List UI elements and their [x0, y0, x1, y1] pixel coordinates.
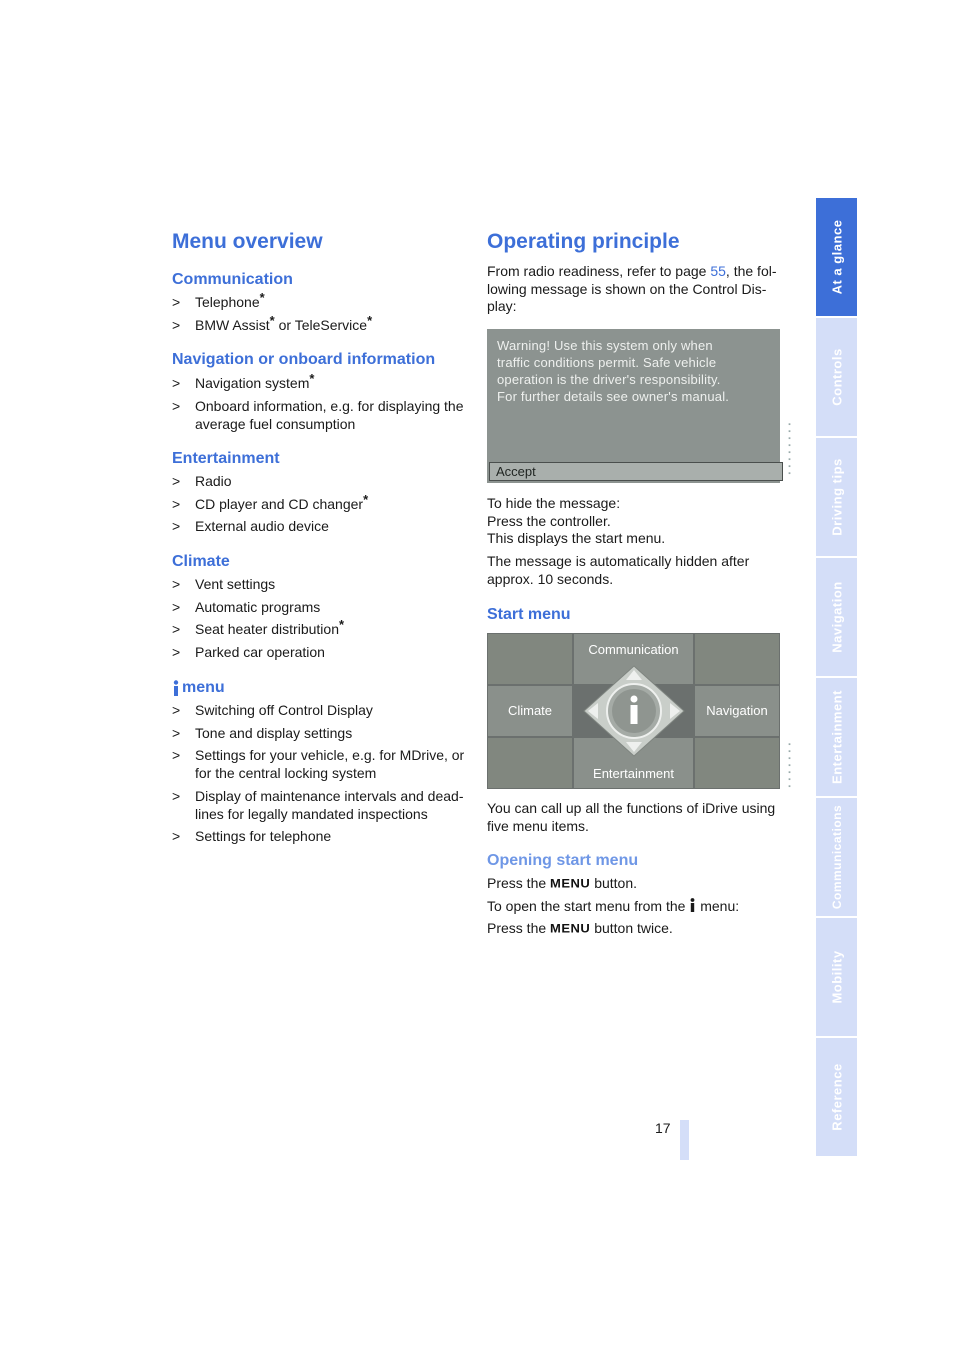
list-item: > Vent settings: [172, 576, 276, 592]
warning-screen-image: [487, 329, 780, 483]
tab-navigation[interactable]: Navigation: [816, 558, 857, 676]
start-menu-image: [487, 633, 780, 789]
page-link[interactable]: 55: [710, 263, 726, 279]
list-item: > BMW Assist* or TeleService*: [172, 312, 373, 333]
controller-i-icon: [582, 664, 686, 758]
grid-cell: [695, 634, 779, 684]
info-icon: [172, 680, 180, 697]
section-heading-entertainment: Entertainment: [172, 450, 280, 467]
list-item: > Automatic programs: [172, 598, 321, 615]
list-item: > Navigation system*: [172, 371, 315, 391]
list-item: > Display of maintenance intervals and dead-lines for legally mandated inspections: [172, 787, 464, 822]
page-number: 17: [655, 1120, 671, 1136]
section-heading-communication: Communication: [172, 271, 293, 288]
open-from-i-menu-instruction: To open the start menu from the menu:: [487, 898, 740, 914]
start-menu-climate: Climate: [488, 686, 572, 736]
list-item: > External audio device: [172, 518, 329, 534]
i-menu-list: [172, 701, 467, 850]
list-item: > CD player and CD changer*: [172, 491, 369, 512]
accept-button: Accept: [489, 462, 783, 481]
page-title-menu-overview: Menu overview: [172, 230, 323, 253]
start-menu-entertainment: Entertainment: [574, 738, 693, 788]
entertainment-list: [172, 472, 467, 540]
intro-paragraph: From radio readiness, refer to page 55, the fol-lowing message is shown on the Control Dis-play:: [487, 263, 777, 314]
i-menu-heading-text: menu: [182, 679, 225, 696]
list-item: > Parked car operation: [172, 643, 325, 660]
hide-instructions: To hide the message: Press the controller. This displays the start menu.: [487, 495, 666, 546]
list-item: > Tone and display settings: [172, 724, 353, 741]
menu-key-icon: MENU: [550, 921, 591, 936]
list-item: > Settings for your vehicle, e.g. for MDrive, or for the central locking system: [172, 747, 465, 781]
navigation-list: [172, 371, 467, 437]
warning-message: Warning! Use this system only when traffic conditions permit. Safe vehicle operation is the driver's responsibility. For further details see owner's manual.: [497, 338, 730, 404]
tab-driving-tips[interactable]: Driving tips: [816, 438, 857, 556]
list-item: > Radio: [172, 473, 232, 489]
list-item: > Switching off Control Display: [172, 702, 373, 718]
info-icon: [689, 898, 696, 912]
page-title-operating-principle: Operating principle: [487, 230, 680, 253]
section-heading-climate: Climate: [172, 553, 230, 570]
start-menu-communication: Communication: [574, 634, 693, 684]
grid-cell: [488, 738, 572, 788]
call-up-paragraph: You can call up all the functions of iDrive using five menu items.: [487, 800, 776, 834]
section-heading-start-menu: Start menu: [487, 606, 571, 623]
menu-key-icon: MENU: [550, 876, 591, 891]
tab-communications[interactable]: Communications: [816, 798, 857, 916]
chapter-tabs: [816, 198, 857, 1158]
communication-list: [172, 290, 467, 338]
grid-cell: [488, 634, 572, 684]
press-menu-twice-instruction: Press the MENU button twice.: [487, 920, 673, 936]
list-item: > Onboard information, e.g. for displaying the average fuel consumption: [172, 397, 464, 432]
image-code-mark: ▪▪▪▪▪▪▪: [786, 740, 793, 789]
tab-mobility[interactable]: Mobility: [816, 918, 857, 1036]
auto-hide-note: The message is automatically hidden after approx. 10 seconds.: [487, 553, 750, 587]
press-menu-instruction: Press the MENU button.: [487, 875, 638, 891]
start-menu-navigation: Navigation: [695, 686, 779, 736]
section-heading-opening-start-menu: Opening start menu: [487, 852, 639, 869]
climate-list: [172, 575, 467, 665]
page-number-bar: [680, 1120, 689, 1160]
grid-cell: [695, 738, 779, 788]
image-code-mark: ▪▪▪▪▪▪▪▪: [786, 420, 793, 476]
tab-at-a-glance[interactable]: At a glance: [816, 198, 857, 316]
list-item: > Settings for telephone: [172, 828, 332, 844]
list-item: > Telephone*: [172, 290, 265, 310]
section-heading-navigation: Navigation or onboard information: [172, 351, 436, 368]
tab-reference[interactable]: Reference: [816, 1038, 857, 1156]
tab-entertainment[interactable]: Entertainment: [816, 678, 857, 796]
tab-controls[interactable]: Controls: [816, 318, 857, 436]
list-item: > Seat heater distribution*: [172, 617, 345, 637]
